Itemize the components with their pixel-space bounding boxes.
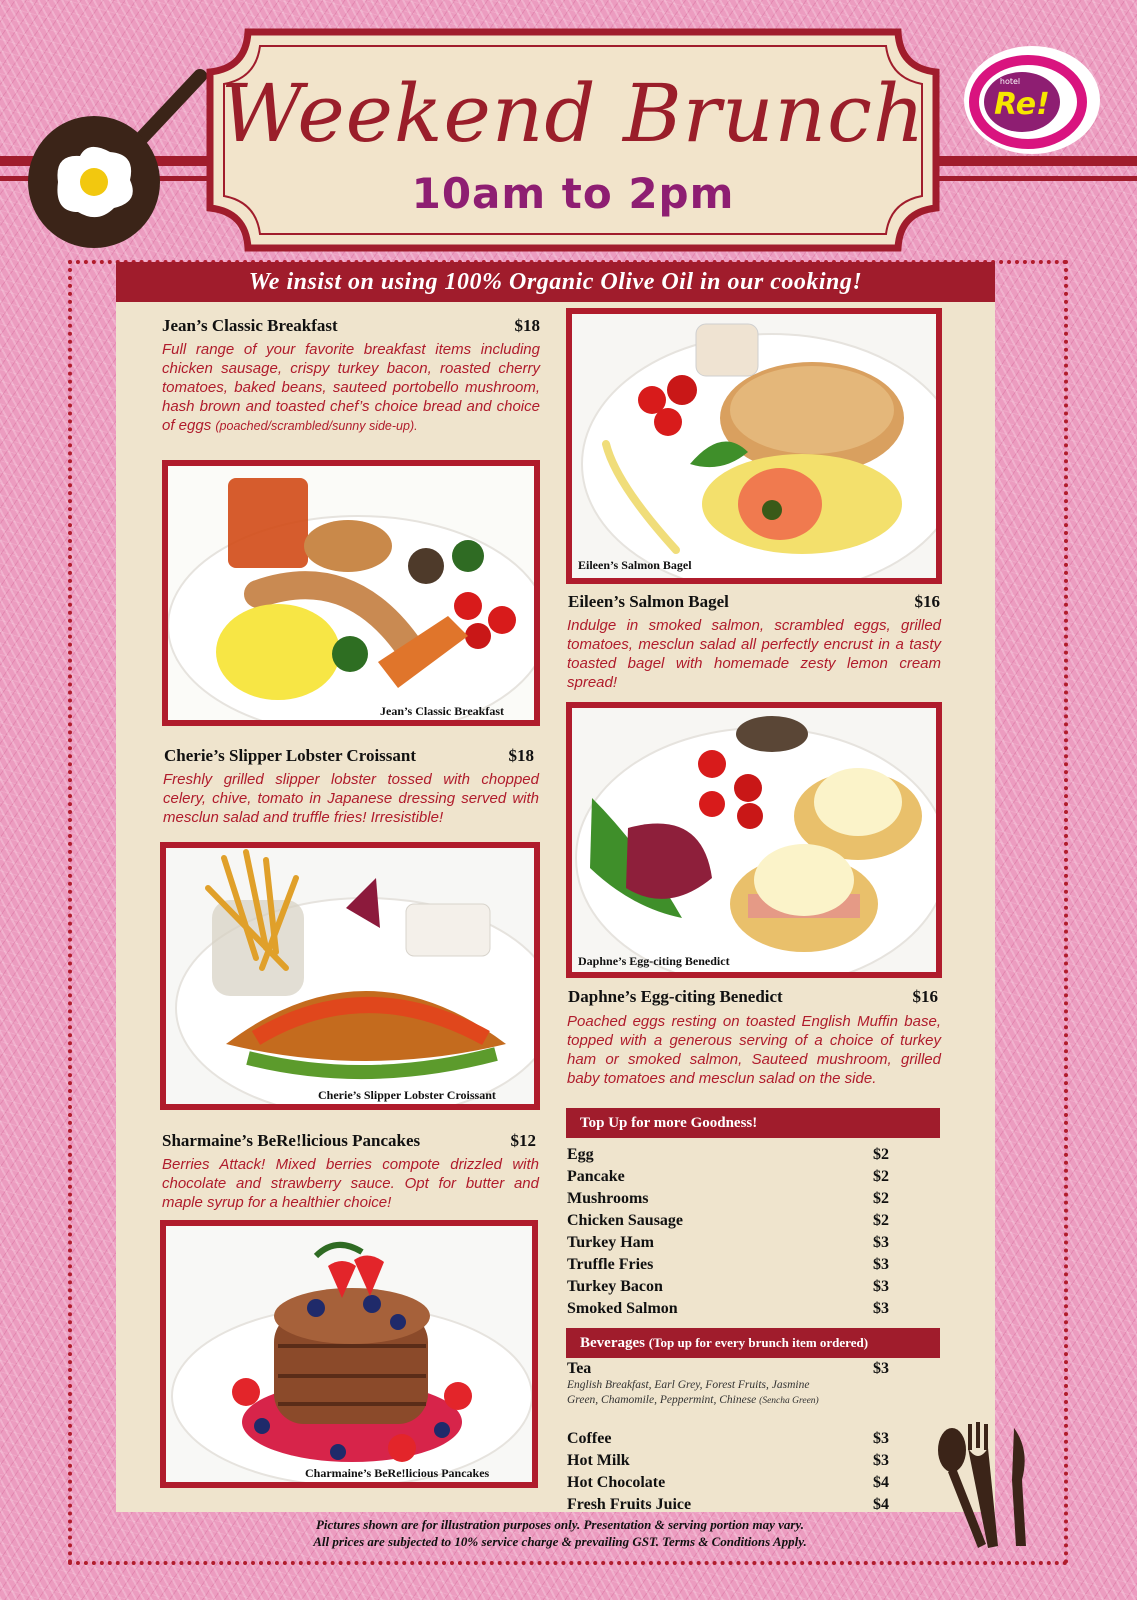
photo-caption: Charmaine’s BeRe!licious Pancakes (305, 1466, 490, 1480)
list-item: Turkey Ham $3 (567, 1234, 889, 1251)
menu-item-price: $16 (912, 987, 938, 1006)
footer-disclaimer: Pictures shown are for illustration purposes only. Presentation & serving portion may vary. (315, 1517, 805, 1532)
list-item: Truffle Fries $3 (567, 1256, 889, 1273)
photo-caption: Eileen’s Salmon Bagel (578, 558, 692, 572)
list-item: Turkey Bacon $3 (567, 1278, 889, 1295)
beverages-banner (566, 1328, 940, 1358)
svg-text:Re!: Re! (994, 87, 1050, 122)
benedict-photo (566, 702, 942, 978)
list-item: Coffee $3 (567, 1430, 889, 1447)
opening-hours: 10am to 2pm (411, 169, 735, 218)
egg-options: (poached/scrambled/sunny side-up). (215, 419, 418, 433)
menu-item-description: Freshly grilled slipper lobster tossed with chopped celery, chive, tomato in Japanese dressing served with mesclun salad and truffle fries! Irresistible! (163, 771, 539, 826)
list-item: Fresh Fruits Juice $4 (567, 1496, 889, 1513)
menu-item-description: Berries Attack! Mixed berries compote drizzled with chocolate and strawberry sauce. Opt for butter and maple syrup for a healthier choice! (162, 1156, 539, 1211)
photo-caption: Cherie’s Slipper Lobster Croissant (318, 1088, 496, 1102)
pancakes-photo (160, 1220, 538, 1488)
list-item: Hot Chocolate $4 (567, 1474, 889, 1491)
list-item: Chicken Sausage $2 (567, 1212, 889, 1229)
menu-item-price: $12 (510, 1131, 536, 1150)
list-item: Smoked Salmon $3 (567, 1300, 889, 1317)
menu-item-description (162, 340, 540, 436)
menu-item-price: $18 (508, 746, 534, 765)
list-item: Tea $3 (567, 1360, 889, 1377)
lobster-croissant-photo (160, 842, 540, 1110)
breakfast-photo (162, 460, 540, 726)
menu-item-name: Sharmaine’s BeRe!licious Pancakes (162, 1131, 421, 1150)
list-item: Pancake $2 (567, 1168, 889, 1185)
list-item: Egg $2 (567, 1146, 889, 1163)
beverages-note: (Top up for every brunch item ordered) (648, 1335, 869, 1350)
frying-pan-icon (18, 62, 218, 252)
photo-caption: Jean’s Classic Breakfast (380, 704, 504, 718)
beverages-title: Beverages (580, 1335, 645, 1351)
menu-item-name: Jean’s Classic Breakfast (162, 316, 338, 335)
list-item: Mushrooms $2 (567, 1190, 889, 1207)
menu-item-price: $16 (914, 592, 940, 611)
footer-terms: All prices are subjected to 10% service charge & prevailing GST. Terms & Conditions Apply. (313, 1534, 807, 1549)
menu-item-name: Eileen’s Salmon Bagel (568, 592, 729, 611)
salmon-bagel-photo (566, 308, 942, 584)
page-title: Weekend Brunch (220, 67, 926, 160)
menu-item-price: $18 (514, 316, 540, 335)
list-item: Hot Milk $3 (567, 1452, 889, 1469)
menu-item-description: Poached eggs resting on toasted English Muffin base, topped with a generous serving of a choice of turkey ham or smoked salmon, Sauteed mushroom, grilled baby tomatoes and mesclun salad on the side. (567, 1013, 941, 1087)
hotel-re-logo (962, 44, 1102, 156)
top-up-banner: Top Up for more Goodness! (566, 1108, 940, 1138)
olive-oil-banner: We insist on using 100% Organic Olive Oil in our cooking! (116, 262, 995, 302)
menu-item-description: Indulge in smoked salmon, scrambled eggs, grilled tomatoes, mesclun salad all perfectly encrust in a tasty toasted bagel with homemade zesty lemon cream spread! (567, 617, 941, 691)
photo-caption: Daphne’s Egg-citing Benedict (578, 954, 730, 968)
description-text: Full range of your favorite breakfast items including chicken sausage, crispy turkey bacon, roasted cherry tomatoes, baked beans, sauteed portobello mushroom, hash brown and toasted chef’s choice bread and choice of eggs (162, 341, 540, 434)
svg-text:hotel: hotel (999, 77, 1021, 86)
menu-item-name: Daphne’s Egg-citing Benedict (568, 987, 783, 1006)
menu-item-name: Cherie’s Slipper Lobster Croissant (164, 746, 417, 765)
tea-varieties: English Breakfast, Earl Grey, Forest Fruits, Jasmine Green, Chamomile, Peppermint, Chinese (Sencha Green) (567, 1379, 819, 1406)
